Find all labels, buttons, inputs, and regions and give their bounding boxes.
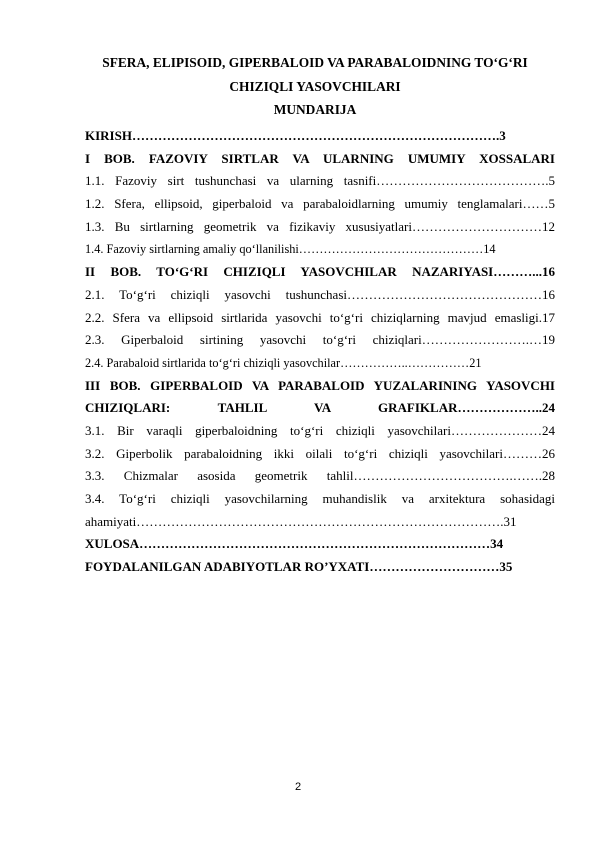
toc-entry: 1.4. Fazoviy sirtlarning amaliy qo‘llanilishi………………………………………14 bbox=[85, 242, 496, 257]
toc-entry: 3.2. Giperbolik parabaloidning ikki oilali to‘g‘ri chiziqli yasovchilari………26 bbox=[85, 445, 555, 461]
contents-heading: MUNDARIJA bbox=[273, 102, 357, 117]
document-title-line-2: CHIZIQLI YASOVCHILARI bbox=[229, 79, 401, 94]
toc-entry: ahamiyati………………………………………………………………………….31 bbox=[85, 513, 517, 529]
toc-entry: I BOB. FAZOVIY SIRTLAR VA ULARNING UMUMIY XOSSALARI bbox=[85, 150, 555, 166]
toc-entry: CHIZIQLARI: TAHLIL VA GRAFIKLAR………………..24 bbox=[85, 400, 555, 416]
toc-entry: XULOSA………………………………………………………………………34 bbox=[85, 536, 504, 552]
toc-entry: II BOB. TO‘G‘RI CHIZIQLI YASOVCHILAR NAZARIYASI………...16 bbox=[85, 264, 555, 280]
toc-entry: 1.1. Fazoviy sirt tushunchasi va ularning tasnifi………………………………….5 bbox=[85, 173, 555, 189]
toc-entry: 3.4. To‘g‘ri chiziqli yasovchilarning muhandislik va arxitektura sohasidagi bbox=[85, 491, 555, 506]
toc-entry: 3.3. Chizmalar asosida geometrik tahlil……………………………….…….28 bbox=[85, 468, 555, 484]
toc-entry: 2.2. Sfera va ellipsoid sirtlarida yasovchi to‘g‘ri chiziqlarning mavjud emasligi.17 bbox=[85, 309, 555, 325]
toc-entry: 2.3. Giperbaloid sirtining yasovchi to‘g‘ri chiziqlari…………………….…19 bbox=[85, 332, 555, 348]
toc-entry: FOYDALANILGAN ADABIYOTLAR RO’YXATI…………………………35 bbox=[85, 559, 513, 575]
document-title-line-1: SFERA, ELIPISOID, GIPERBALOID VA PARABALOIDNING TO‘G‘RI bbox=[102, 55, 528, 70]
toc-entry: 1.3. Bu sirtlarning geometrik va fizikaviy xususiyatlari…………………………12 bbox=[85, 218, 555, 234]
toc-entry: 2.1. To‘g‘ri chiziqli yasovchi tushunchasi………………………………………16 bbox=[85, 286, 555, 302]
toc-entry: KIRISH………………………………………………………………………….3 bbox=[85, 128, 506, 143]
toc-entry: III BOB. GIPERBALOID VA PARABALOID YUZALARINING YASOVCHI bbox=[85, 377, 555, 393]
toc-entry: 1.2. Sfera, ellipsoid, giperbaloid va parabaloidlarning umumiy tenglamalari……5 bbox=[85, 196, 555, 212]
table-of-contents bbox=[85, 125, 555, 579]
toc-entry: 2.4. Parabaloid sirtlarida to‘g‘ri chiziqli yasovchilar……………..……………21 bbox=[85, 355, 482, 370]
page-number: 2 bbox=[294, 781, 302, 793]
toc-entry: 3.1. Bir varaqli giperbaloidning to‘g‘ri chiziqli yasovchilari…………………24 bbox=[85, 422, 555, 438]
